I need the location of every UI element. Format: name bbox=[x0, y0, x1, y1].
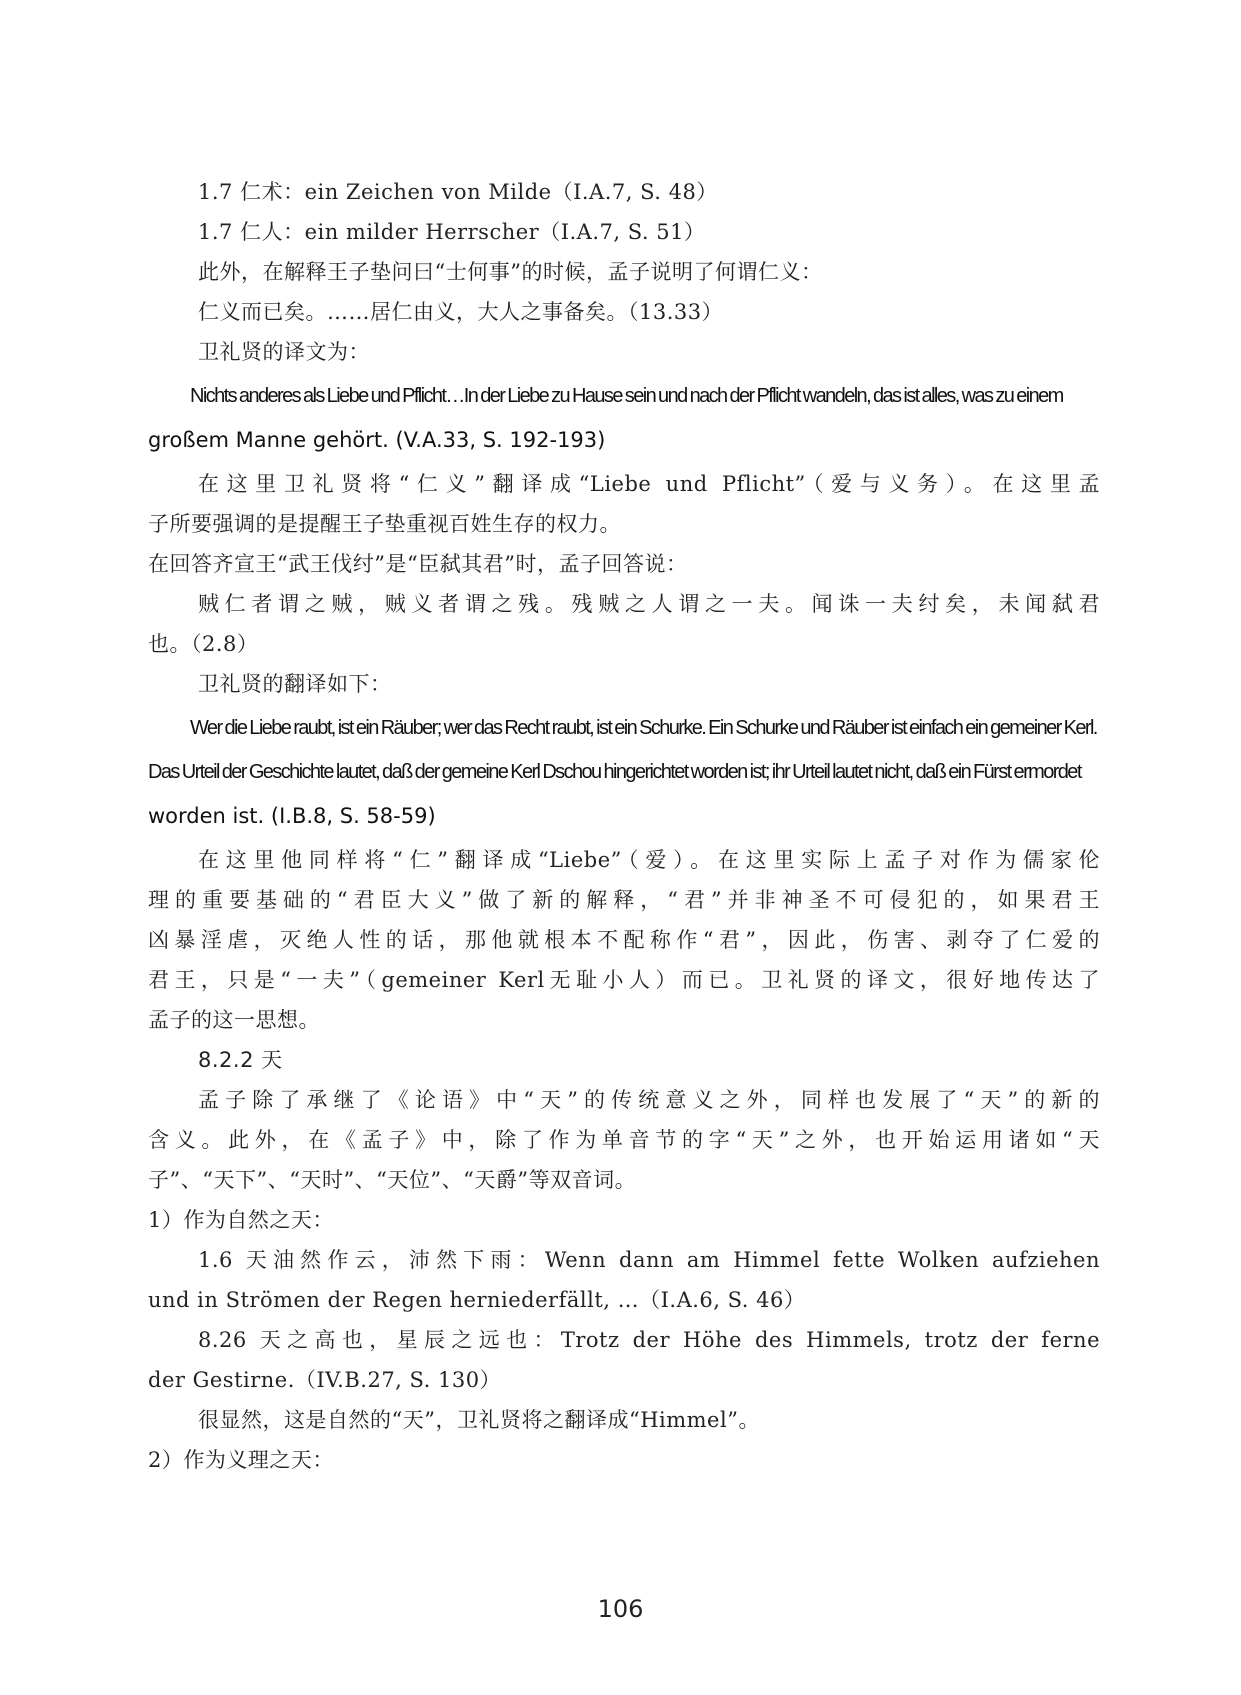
german-quote-line: Wer die Liebe raubt, ist ein Räuber; wer das Recht raubt, ist ein Schurke. Ein Schurke und Räuber ist einfach ein gemeiner Kerl. bbox=[190, 717, 1097, 739]
text-line: 在这里卫礼贤将“仁义”翻译成“Liebe und Pflicht”（爱与义务）。在这里孟 bbox=[198, 472, 1100, 496]
text-line: 也。（2.8） bbox=[148, 632, 259, 656]
text-line: 仁义而已矣。……居仁由义，大人之事备矣。（13.33） bbox=[198, 300, 724, 324]
text-line: 卫礼贤的翻译如下： bbox=[198, 672, 392, 696]
page-number: 106 bbox=[597, 1595, 644, 1623]
text-line: der Gestirne.（IV.B.27, S. 130） bbox=[148, 1368, 502, 1392]
text-line: 凶暴淫虐，灭绝人性的话，那他就根本不配称作“君”，因此，伤害、剥夺了仁爱的 bbox=[148, 928, 1100, 952]
text-line: 1.6 天油然作云，沛然下雨：Wenn dann am Himmel fette Wolken aufziehen bbox=[198, 1248, 1100, 1272]
text-line: 很显然，这是自然的“天”，卫礼贤将之翻译成“Himmel”。 bbox=[198, 1408, 760, 1432]
text-line: 在回答齐宣王“武王伐纣”是“臣弑其君”时，孟子回答说： bbox=[148, 552, 688, 576]
text-line: 孟子除了承继了《论语》中“天”的传统意义之外，同样也发展了“天”的新的 bbox=[198, 1088, 1100, 1112]
text-line: 8.26 天之高也，星辰之远也：Trotz der Höhe des Himmels, trotz der ferne bbox=[198, 1328, 1100, 1352]
text-line: 子所要强调的是提醒王子垫重视百姓生存的权力。 bbox=[148, 512, 621, 536]
text-line: 此外，在解释王子垫问曰“士何事”的时候，孟子说明了何谓仁义： bbox=[198, 260, 823, 284]
text-line: 含义。此外，在《孟子》中，除了作为单音节的字“天”之外，也开始运用诸如“天 bbox=[148, 1128, 1100, 1152]
text-line: 孟子的这一思想。 bbox=[148, 1008, 320, 1032]
text-line: 在这里他同样将“仁”翻译成“Liebe”（爱）。在这里实际上孟子对作为儒家伦 bbox=[198, 848, 1100, 872]
text-line: 理的重要基础的“君臣大义”做了新的解释，“君”并非神圣不可侵犯的，如果君王 bbox=[148, 888, 1100, 912]
text-line: 1.7 仁术：ein Zeichen von Milde（I.A.7, S. 48） bbox=[198, 180, 718, 204]
text-line: und in Strömen der Regen herniederfällt, …（I.A.6, S. 46） bbox=[148, 1288, 806, 1312]
text-line: 子”、“天下”、“天时”、“天位”、“天爵”等双音词。 bbox=[148, 1168, 637, 1192]
text-line: 1）作为自然之天： bbox=[148, 1208, 334, 1232]
german-quote-line: großem Manne gehört. (V.A.33, S. 192-193) bbox=[148, 428, 606, 452]
text-line: 君王，只是“一夫”（gemeiner Kerl无耻小人）而已。卫礼贤的译文，很好地传达了 bbox=[148, 968, 1100, 992]
text-line: 卫礼贤的译文为： bbox=[198, 340, 370, 364]
text-line: 1.7 仁人：ein milder Herrscher（I.A.7, S. 51） bbox=[198, 220, 706, 244]
text-line: 2）作为义理之天： bbox=[148, 1448, 334, 1472]
german-quote-line: Das Urteil der Geschichte lautet, daß der gemeine Kerl Dschou hingerichtet worden ist; ihr Urteil lautet nicht, daß ein Fürst ermordet bbox=[148, 761, 1081, 783]
section-heading: 8.2.2 天 bbox=[198, 1048, 283, 1072]
text-line: 贼仁者谓之贼，贼义者谓之残。残贼之人谓之一夫。闻诛一夫纣矣，未闻弑君 bbox=[198, 592, 1100, 616]
german-quote-line: Nichts anderes als Liebe und Pflicht…In der Liebe zu Hause sein und nach der Pflicht wandeln, das ist alles, was zu einem bbox=[190, 385, 1063, 407]
german-quote-line: worden ist. (I.B.8, S. 58-59) bbox=[148, 804, 436, 828]
